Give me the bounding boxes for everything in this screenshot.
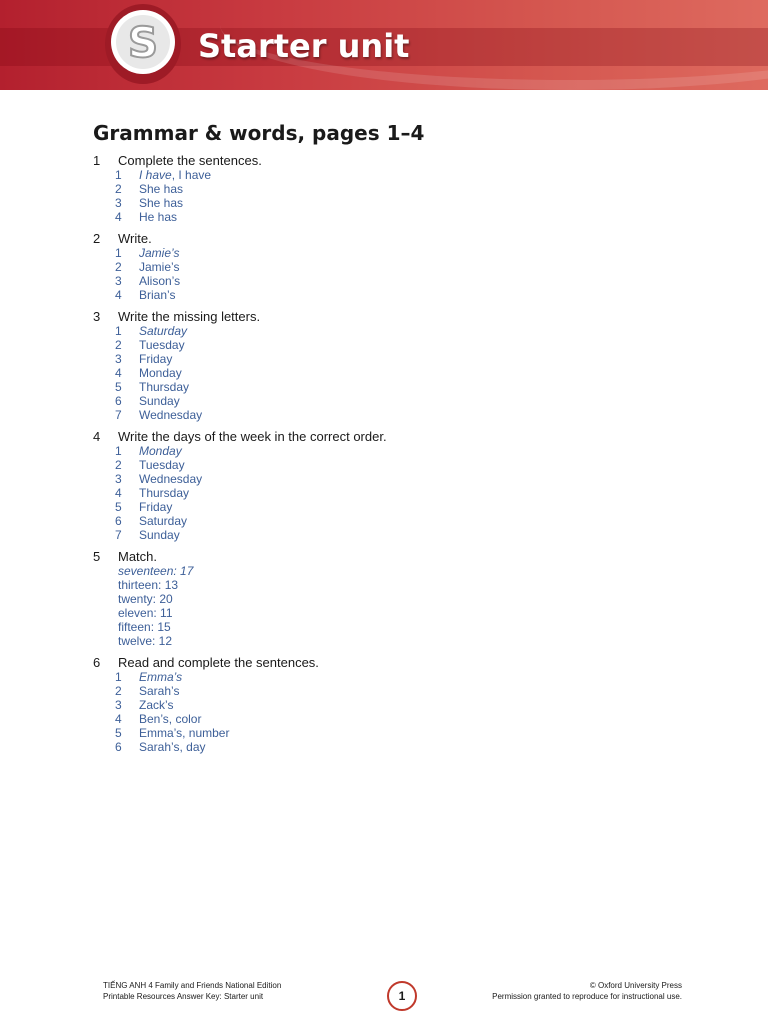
answer-row [93, 366, 693, 380]
exercise-number: 2 [93, 231, 101, 246]
answer-row [93, 408, 693, 422]
unit-badge-ring [111, 10, 175, 74]
section-heading: Grammar & words, pages 1–4 [93, 121, 425, 145]
answer-row [93, 246, 693, 260]
answer-number: 2 [115, 684, 122, 698]
answer-number: 2 [115, 458, 122, 472]
answer-text: Thursday [139, 486, 190, 500]
answer-number: 5 [115, 380, 122, 394]
answer-number: 7 [115, 528, 122, 542]
exercise-6 [93, 655, 693, 754]
answer-number: 2 [115, 182, 122, 196]
answer-text: She has [139, 182, 184, 196]
unit-badge [105, 4, 181, 84]
exercise-instruction [93, 231, 693, 246]
answer-number: 3 [115, 274, 122, 288]
answer-row [93, 712, 693, 726]
answer-text: Sunday [139, 394, 180, 408]
example-answer: seventeen: 17 [118, 564, 194, 578]
answer-number: 6 [115, 740, 122, 754]
answer-row [93, 182, 693, 196]
exercise-instruction [93, 153, 693, 168]
header-banner [0, 0, 768, 90]
instruction-text: Write the days of the week in the correct order. [118, 429, 387, 444]
unit-badge-letter: S [116, 15, 170, 69]
answer-row [93, 500, 693, 514]
answer-text: She has [139, 196, 184, 210]
answer-text: Sarah’s [139, 684, 180, 698]
exercise-1 [93, 153, 693, 224]
answer-row [93, 684, 693, 698]
footer-copyright: © Oxford University Press [589, 981, 682, 990]
answer-number: 4 [115, 210, 122, 224]
answer-text: Tuesday [139, 458, 185, 472]
answer-text: Tuesday [139, 338, 185, 352]
answer-text: Saturday [139, 514, 188, 528]
example-answer: Emma’s [139, 670, 183, 684]
answer-text: Thursday [139, 380, 190, 394]
instruction-text: Read and complete the sentences. [118, 655, 319, 670]
answer-number: 1 [115, 670, 122, 684]
answer-row [93, 338, 693, 352]
exercise-4 [93, 429, 693, 542]
exercise-list [93, 153, 693, 761]
answer-row [93, 670, 693, 684]
footer-book-title: TIẾNG ANH 4 Family and Friends National Edition [103, 981, 282, 990]
answer-row [93, 380, 693, 394]
answer-number: 4 [115, 712, 122, 726]
answer-text: Emma’s, number [139, 726, 230, 740]
answer-row [93, 514, 693, 528]
answer-number: 3 [115, 698, 122, 712]
answer-text: Ben’s, color [139, 712, 202, 726]
answer-text: Wednesday [139, 408, 203, 422]
exercise-number: 1 [93, 153, 101, 168]
answer-row [93, 168, 693, 182]
answer-text: , I have [171, 168, 212, 182]
answer-number: 1 [115, 444, 122, 458]
answer-text: twelve: 12 [118, 634, 173, 648]
answer-row [93, 472, 693, 486]
match-answer [93, 578, 693, 592]
answer-number: 3 [115, 196, 122, 210]
answer-text: Sarah’s, day [139, 740, 206, 754]
answer-row [93, 352, 693, 366]
answer-text: Sunday [139, 528, 180, 542]
answer-row [93, 458, 693, 472]
answer-row [93, 726, 693, 740]
answer-text: Wednesday [139, 472, 203, 486]
answer-row [93, 210, 693, 224]
footer-permission: Permission granted to reproduce for instructional use. [492, 992, 682, 1001]
exercise-5 [93, 549, 693, 648]
answer-number: 1 [115, 168, 122, 182]
answer-row [93, 740, 693, 754]
match-answer [93, 564, 693, 578]
match-answer [93, 620, 693, 634]
answer-number: 2 [115, 260, 122, 274]
answer-row [93, 486, 693, 500]
exercise-instruction [93, 309, 693, 324]
answer-number: 1 [115, 246, 122, 260]
exercise-instruction [93, 655, 693, 670]
answer-row [93, 528, 693, 542]
exercise-instruction [93, 549, 693, 564]
answer-number: 1 [115, 324, 122, 338]
exercise-number: 3 [93, 309, 101, 324]
page-number: 1 [387, 981, 417, 1011]
exercise-instruction [93, 429, 693, 444]
exercise-number: 5 [93, 549, 101, 564]
answer-row [93, 274, 693, 288]
exercise-3 [93, 309, 693, 422]
exercise-number: 6 [93, 655, 101, 670]
unit-title: Starter unit [198, 27, 410, 65]
answer-number: 3 [115, 352, 122, 366]
example-answer: I have [139, 168, 172, 182]
instruction-text: Complete the sentences. [118, 153, 262, 168]
answer-number: 5 [115, 726, 122, 740]
answer-row [93, 324, 693, 338]
answer-row [93, 698, 693, 712]
example-answer: Monday [139, 444, 182, 458]
footer-left [103, 980, 281, 1002]
answer-text: Zack’s [139, 698, 174, 712]
answer-number: 3 [115, 472, 122, 486]
footer-right [440, 980, 682, 1002]
answer-number: 5 [115, 500, 122, 514]
answer-text: fifteen: 15 [118, 620, 171, 634]
answer-number: 4 [115, 288, 122, 302]
answer-row [93, 260, 693, 274]
answer-text: Friday [139, 352, 173, 366]
exercise-2 [93, 231, 693, 302]
answer-text: thirteen: 13 [118, 578, 179, 592]
match-answer [93, 634, 693, 648]
instruction-text: Write the missing letters. [118, 309, 261, 324]
answer-number: 6 [115, 394, 122, 408]
answer-text: Alison’s [139, 274, 181, 288]
answer-row [93, 394, 693, 408]
answer-number: 2 [115, 338, 122, 352]
answer-number: 4 [115, 366, 122, 380]
example-answer: Jamie’s [139, 246, 180, 260]
answer-text: Brian’s [139, 288, 176, 302]
match-answer [93, 606, 693, 620]
example-answer: Saturday [139, 324, 188, 338]
footer-resource-title: Printable Resources Answer Key: Starter unit [103, 992, 264, 1001]
instruction-text: Match. [118, 549, 158, 564]
instruction-text: Write. [118, 231, 152, 246]
answer-number: 6 [115, 514, 122, 528]
answer-row [93, 196, 693, 210]
match-answer [93, 592, 693, 606]
answer-text: Jamie’s [139, 260, 180, 274]
exercise-number: 4 [93, 429, 101, 444]
answer-row [93, 288, 693, 302]
answer-text: Monday [139, 366, 182, 380]
answer-text: He has [139, 210, 178, 224]
answer-text: Friday [139, 500, 173, 514]
answer-text: twenty: 20 [118, 592, 173, 606]
answer-number: 7 [115, 408, 122, 422]
answer-number: 4 [115, 486, 122, 500]
answer-text: eleven: 11 [118, 606, 173, 620]
answer-row [93, 444, 693, 458]
